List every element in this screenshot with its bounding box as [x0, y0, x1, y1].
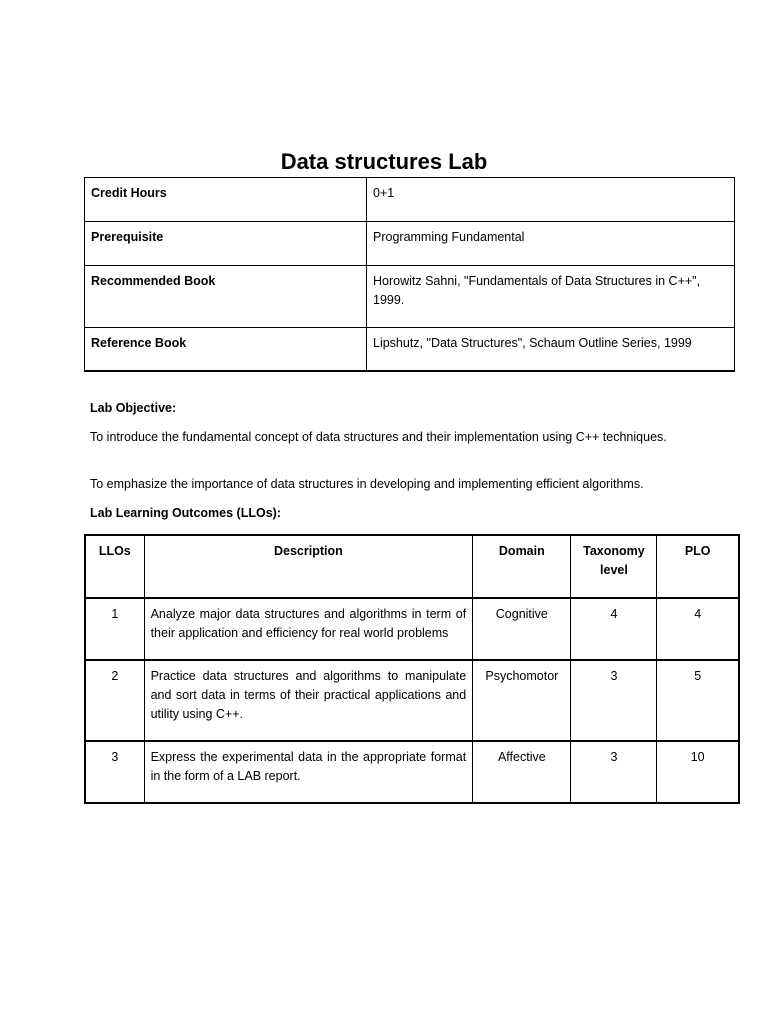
- llo-plo: 10: [657, 741, 739, 803]
- col-header-plo: PLO: [657, 535, 739, 598]
- llo-domain: Cognitive: [473, 598, 571, 660]
- reference-book-value: Lipshutz, "Data Structures", Schaum Outline Series, 1999: [367, 328, 735, 372]
- lab-objective-heading: Lab Objective:: [90, 401, 177, 415]
- llo-description: Practice data structures and algorithms to manipulate and sort data in terms of their practical applications and utility using C++.: [144, 660, 473, 741]
- course-info-row: [85, 222, 735, 266]
- page-title: Data structures Lab: [280, 149, 488, 174]
- llo-taxonomy: 4: [571, 598, 657, 660]
- llo-plo: 5: [657, 660, 739, 741]
- llo-domain: Psychomotor: [473, 660, 571, 741]
- credit-hours-value: 0+1: [367, 178, 735, 222]
- table-row: [85, 660, 739, 741]
- credit-hours-label: Credit Hours: [85, 178, 367, 222]
- col-header-taxonomy: Taxonomy level: [571, 535, 657, 598]
- llo-taxonomy: 3: [571, 660, 657, 741]
- llo-description: Express the experimental data in the appropriate format in the form of a LAB report.: [144, 741, 473, 803]
- prerequisite-value: Programming Fundamental: [367, 222, 735, 266]
- llo-description: Analyze major data structures and algorithms in term of their application and efficiency for real world problems: [144, 598, 473, 660]
- llo-domain: Affective: [473, 741, 571, 803]
- course-info-row: [85, 328, 735, 372]
- table-row: [85, 598, 739, 660]
- course-info-row: [85, 266, 735, 328]
- course-info-row: [85, 178, 735, 222]
- objective-paragraph-2: To emphasize the importance of data structures in developing and implementing efficient algorithms.: [90, 477, 644, 491]
- table-row: [85, 741, 739, 803]
- llo-number: 1: [85, 598, 144, 660]
- col-header-domain: Domain: [473, 535, 571, 598]
- llo-taxonomy: 3: [571, 741, 657, 803]
- llo-number: 3: [85, 741, 144, 803]
- llo-heading: Lab Learning Outcomes (LLOs):: [90, 506, 281, 520]
- llo-table: [84, 534, 740, 804]
- recommended-book-label: Recommended Book: [85, 266, 367, 328]
- llo-header-row: [85, 535, 739, 598]
- col-header-description: Description: [144, 535, 473, 598]
- objective-paragraph-1: To introduce the fundamental concept of data structures and their implementation using C++ techniques.: [90, 430, 667, 444]
- recommended-book-value: Horowitz Sahni, "Fundamentals of Data Structures in C++", 1999.: [367, 266, 735, 328]
- prerequisite-label: Prerequisite: [85, 222, 367, 266]
- course-info-table: [84, 177, 735, 372]
- llo-number: 2: [85, 660, 144, 741]
- reference-book-label: Reference Book: [85, 328, 367, 372]
- llo-plo: 4: [657, 598, 739, 660]
- col-header-llos: LLOs: [85, 535, 144, 598]
